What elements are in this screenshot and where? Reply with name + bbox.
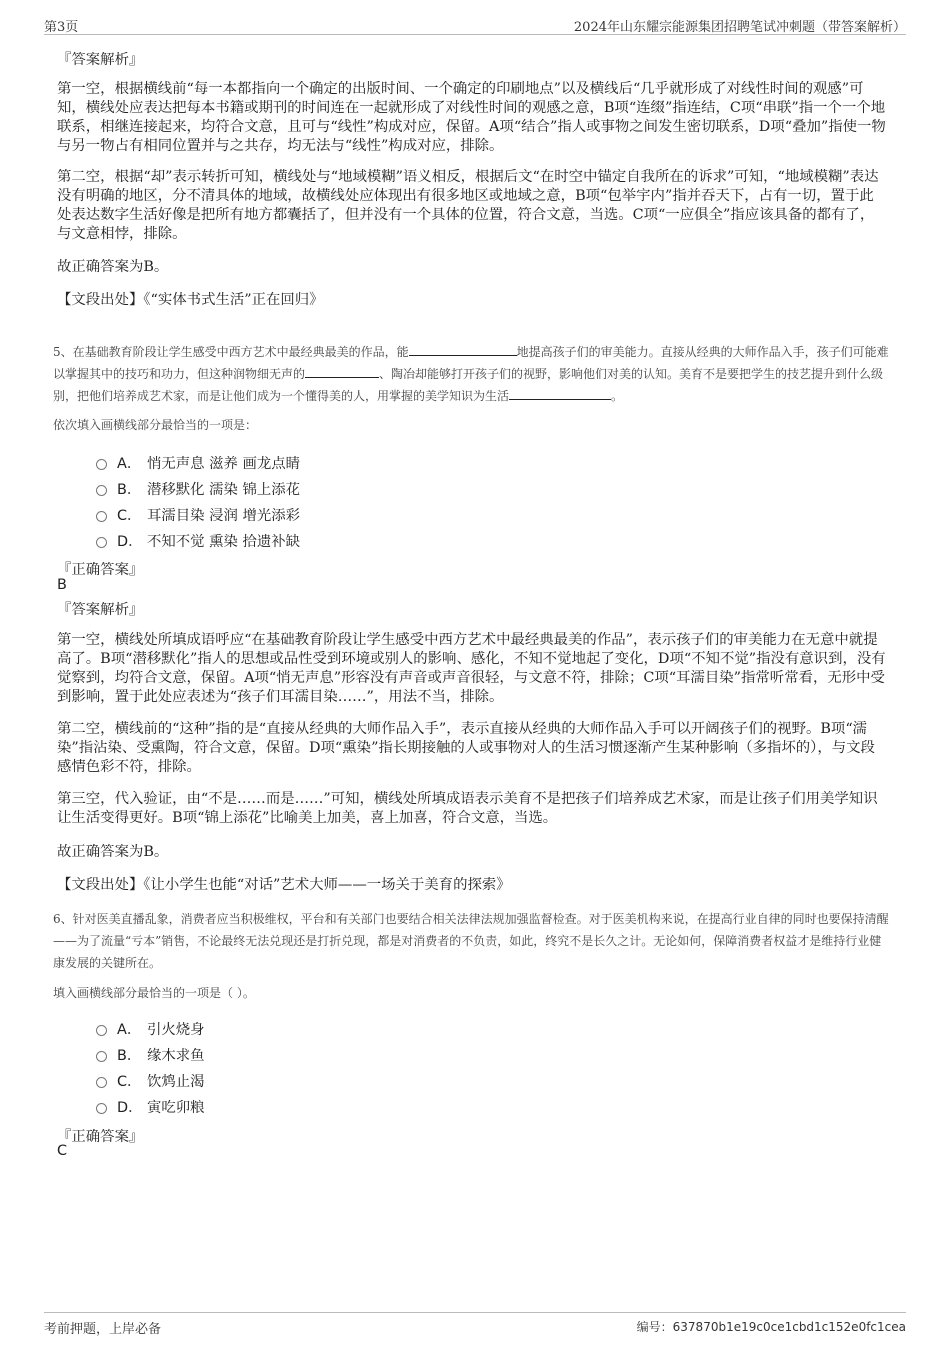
q4-source: 【文段出处】《“实体书式生活”正在回归》: [57, 292, 324, 308]
q5-option-d[interactable]: D． 不知不觉 熏染 拾遗补缺: [96, 529, 300, 551]
radio-icon[interactable]: [96, 459, 107, 470]
radio-icon[interactable]: [96, 485, 107, 496]
q5-stem: 5、在基础教育阶段让学生感受中西方艺术中最经典最美的作品，能 地提高孩子们的审美能力。直接从经典的大师作品入手，孩子们可能难以掌握其中的技巧和功力，但这种润物细无声的 、陶冶却能够打开孩子们的视野，影响他们对美的认知。美育不是要把学生的技艺提升到什么级别，把他们培养成艺术家，而是让他们成为一个懂得美的人，用掌握的美学知识为生活 。: [53, 345, 889, 403]
q5-correct-answer: B: [57, 577, 67, 593]
page-header: [44, 14, 906, 35]
page-number: 第3页: [44, 20, 79, 35]
radio-icon[interactable]: [96, 511, 107, 522]
q5-conclusion: 故正确答案为B。: [57, 844, 169, 860]
document-title: 2024年山东耀宗能源集团招聘笔试冲刺题（带答案解析）: [573, 20, 906, 35]
q5-analysis-label: 『答案解析』: [57, 602, 144, 618]
q6-stem: 6、针对医美直播乱象，消费者应当积极维权，平台和有关部门也要结合相关法律法规加强监督检查。对于医美机构来说，在提高行业自律的同时也要保持清醒——为了流量“亏本”销售，不论最终无法兑现还是打折兑现，都是对消费者的不负责，如此，终究不是长久之计。无论如何，保障消费者权益才是维持行业健康发展的关键所在。: [53, 912, 889, 970]
q6-correct-label: 『正确答案』: [57, 1129, 144, 1145]
q5-option-b[interactable]: B． 潜移默化 濡染 锦上添花: [96, 477, 300, 499]
q6-option-b[interactable]: B． 缘木求鱼: [96, 1043, 205, 1065]
q5-blank-3: [509, 387, 611, 400]
q4-analysis-paragraph-2: 第二空，根据“却”表示转折可知，横线处与“地域模糊”语义相反，根据后文“在时空中锚定自我所在的诉求”可知，“地域模糊”表达没有明确的地区，分不清具体的地域，故横线处应体现出有很多地区或地域之意，B项“包举宇内”指并吞天下，占有一切，置于此处表达数字生活好像是把所有地方都囊括了，但并没有一个具体的位置，符合文意，当选。C项“一应俱全”指应该具备的都有了，与文意相悖，排除。: [57, 169, 879, 242]
q5-correct-label: 『正确答案』: [57, 562, 144, 578]
radio-icon[interactable]: [96, 1025, 107, 1036]
q6-correct-answer: C: [57, 1143, 68, 1159]
q6-option-c[interactable]: C． 饮鸩止渴: [96, 1069, 205, 1091]
q5-option-a[interactable]: A． 悄无声息 滋养 画龙点睛: [96, 451, 300, 473]
radio-icon[interactable]: [96, 1077, 107, 1088]
q4-analysis-label: 『答案解析』: [57, 52, 144, 68]
q5-analysis-paragraph-2: 第二空，横线前的“这种”指的是“直接从经典的大师作品入手”，表示直接从经典的大师作品入手可以开阔孩子们的视野。B项“濡染”指沾染、受熏陶，符合文意，保留。D项“熏染”指长期接触的人或事物对人的生活习惯逐渐产生某种影响（多指坏的），与文段感情色彩不符，排除。: [57, 721, 875, 775]
q6-option-a[interactable]: A． 引火烧身: [96, 1017, 205, 1039]
document-id: 编号：637870b1e19c0ce1cbd1c152e0fc1cea: [636, 1320, 906, 1334]
radio-icon[interactable]: [96, 1103, 107, 1114]
page-footer: [44, 1312, 906, 1337]
radio-icon[interactable]: [96, 1051, 107, 1062]
q6-option-d[interactable]: D． 寅吃卯粮: [96, 1095, 205, 1117]
q5-prompt: 依次填入画横线部分最恰当的一项是：: [53, 418, 258, 432]
q5-source: 【文段出处】《让小学生也能“对话”艺术大师——一场关于美育的探索》: [57, 877, 511, 893]
q4-conclusion: 故正确答案为B。: [57, 259, 169, 275]
q6-prompt: 填入画横线部分最恰当的一项是（ ）。: [53, 986, 255, 1000]
q4-analysis-paragraph-1: 第一空，根据横线前“每一本都指向一个确定的出版时间、一个确定的印刷地点”以及横线后“几乎就形成了对线性时间的观感”可知，横线处应表达把每本书籍或期刊的时间连在一起就形成了对线性时间的观感之意，B项“连缀”指连结，C项“串联”指一个一个地联系，相继连接起来，均符合文意，且可与“线性”构成对应，保留。A项“结合”指人或事物之间发生密切联系，D项“叠加”指使一物与另一物占有相同位置并与之共存，均无法与“线性”构成对应，排除。: [57, 81, 886, 154]
q5-blank-1: [409, 343, 517, 356]
q5-option-c[interactable]: C． 耳濡目染 浸润 增光添彩: [96, 503, 300, 525]
radio-icon[interactable]: [96, 537, 107, 548]
footer-slogan: 考前押题，上岸必备: [44, 1322, 162, 1337]
q5-analysis-paragraph-1: 第一空，横线处所填成语呼应“在基础教育阶段让学生感受中西方艺术中最经典最美的作品”，表示孩子们的审美能力在无意中就提高了。B项“潜移默化”指人的思想或品性受到环境或别人的影响、感化，不知不觉地起了变化，D项“不知不觉”指没有意识到，没有觉察到，均符合文意，保留。A项“悄无声息”形容没有声音或声音很轻，与文意不符，排除；C项“耳濡目染”指常听常看，无形中受到影响，置于此处应表述为“孩子们耳濡目染……”，用法不当，排除。: [57, 632, 886, 705]
q5-blank-2: [305, 365, 379, 378]
q5-analysis-paragraph-3: 第三空，代入验证，由“不是……而是……”可知，横线处所填成语表示美育不是把孩子们培养成艺术家，而是让孩子们用美学知识让生活变得更好。B项“锦上添花”比喻美上加美，喜上加喜，符合文意，当选。: [57, 791, 878, 826]
